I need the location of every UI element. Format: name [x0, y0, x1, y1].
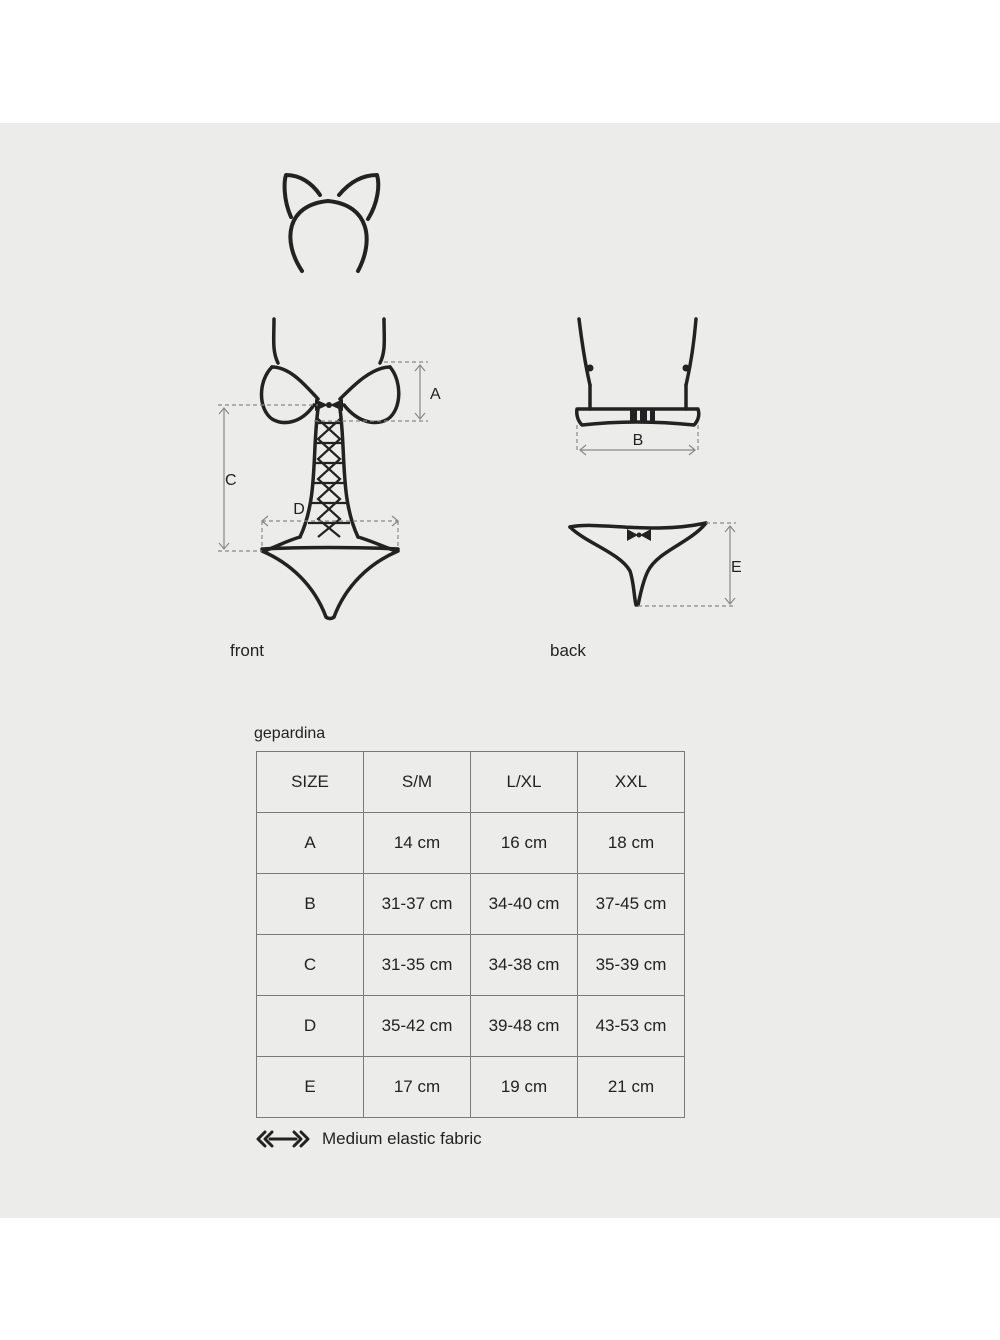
dimension-label-c: C: [225, 472, 237, 489]
header-cell: L/XL: [471, 752, 578, 813]
header-cell: S/M: [364, 752, 471, 813]
table-cell: 37-45 cm: [578, 874, 685, 935]
fabric-legend-text: Medium elastic fabric: [322, 1129, 482, 1148]
table-cell: 43-53 cm: [578, 996, 685, 1057]
fabric-legend: [256, 1127, 482, 1151]
table-header-row: [257, 752, 685, 813]
table-cell: D: [257, 996, 364, 1057]
table-cell: 39-48 cm: [471, 996, 578, 1057]
dimension-label-d: D: [293, 501, 305, 518]
table-cell: 17 cm: [364, 1057, 471, 1118]
table-row: [257, 996, 685, 1057]
header-cell: XXL: [578, 752, 685, 813]
table-cell: 34-40 cm: [471, 874, 578, 935]
product-name: gepardina: [254, 725, 326, 742]
table-cell: 35-42 cm: [364, 996, 471, 1057]
table-cell: A: [257, 813, 364, 874]
table-cell: 34-38 cm: [471, 935, 578, 996]
back-view-label: back: [550, 641, 586, 660]
table-cell: 18 cm: [578, 813, 685, 874]
table-cell: 14 cm: [364, 813, 471, 874]
back-bra-band: [577, 319, 699, 425]
dimension-label-b: B: [632, 432, 644, 449]
elastic-arrows-icon: [256, 1128, 310, 1150]
table-row: [257, 935, 685, 996]
table-row: [257, 1057, 685, 1118]
table-cell: C: [257, 935, 364, 996]
table-row: [257, 874, 685, 935]
illustration-panel: [0, 123, 1000, 1218]
table-cell: 16 cm: [471, 813, 578, 874]
table-cell: E: [257, 1057, 364, 1118]
size-table: [256, 751, 685, 1118]
back-hook-closure: [587, 365, 690, 423]
table-row: [257, 813, 685, 874]
back-bow: [627, 529, 651, 541]
table-cell: 31-35 cm: [364, 935, 471, 996]
header-cell: SIZE: [257, 752, 364, 813]
front-view-label: front: [230, 641, 265, 660]
cat-ear-headband: [285, 175, 379, 271]
table-cell: 31-37 cm: [364, 874, 471, 935]
table-cell: 21 cm: [578, 1057, 685, 1118]
table-cell: 35-39 cm: [578, 935, 685, 996]
table-cell: B: [257, 874, 364, 935]
dimension-label-e: E: [731, 559, 742, 576]
table-cell: 19 cm: [471, 1057, 578, 1118]
dimension-label-a: A: [430, 386, 441, 403]
